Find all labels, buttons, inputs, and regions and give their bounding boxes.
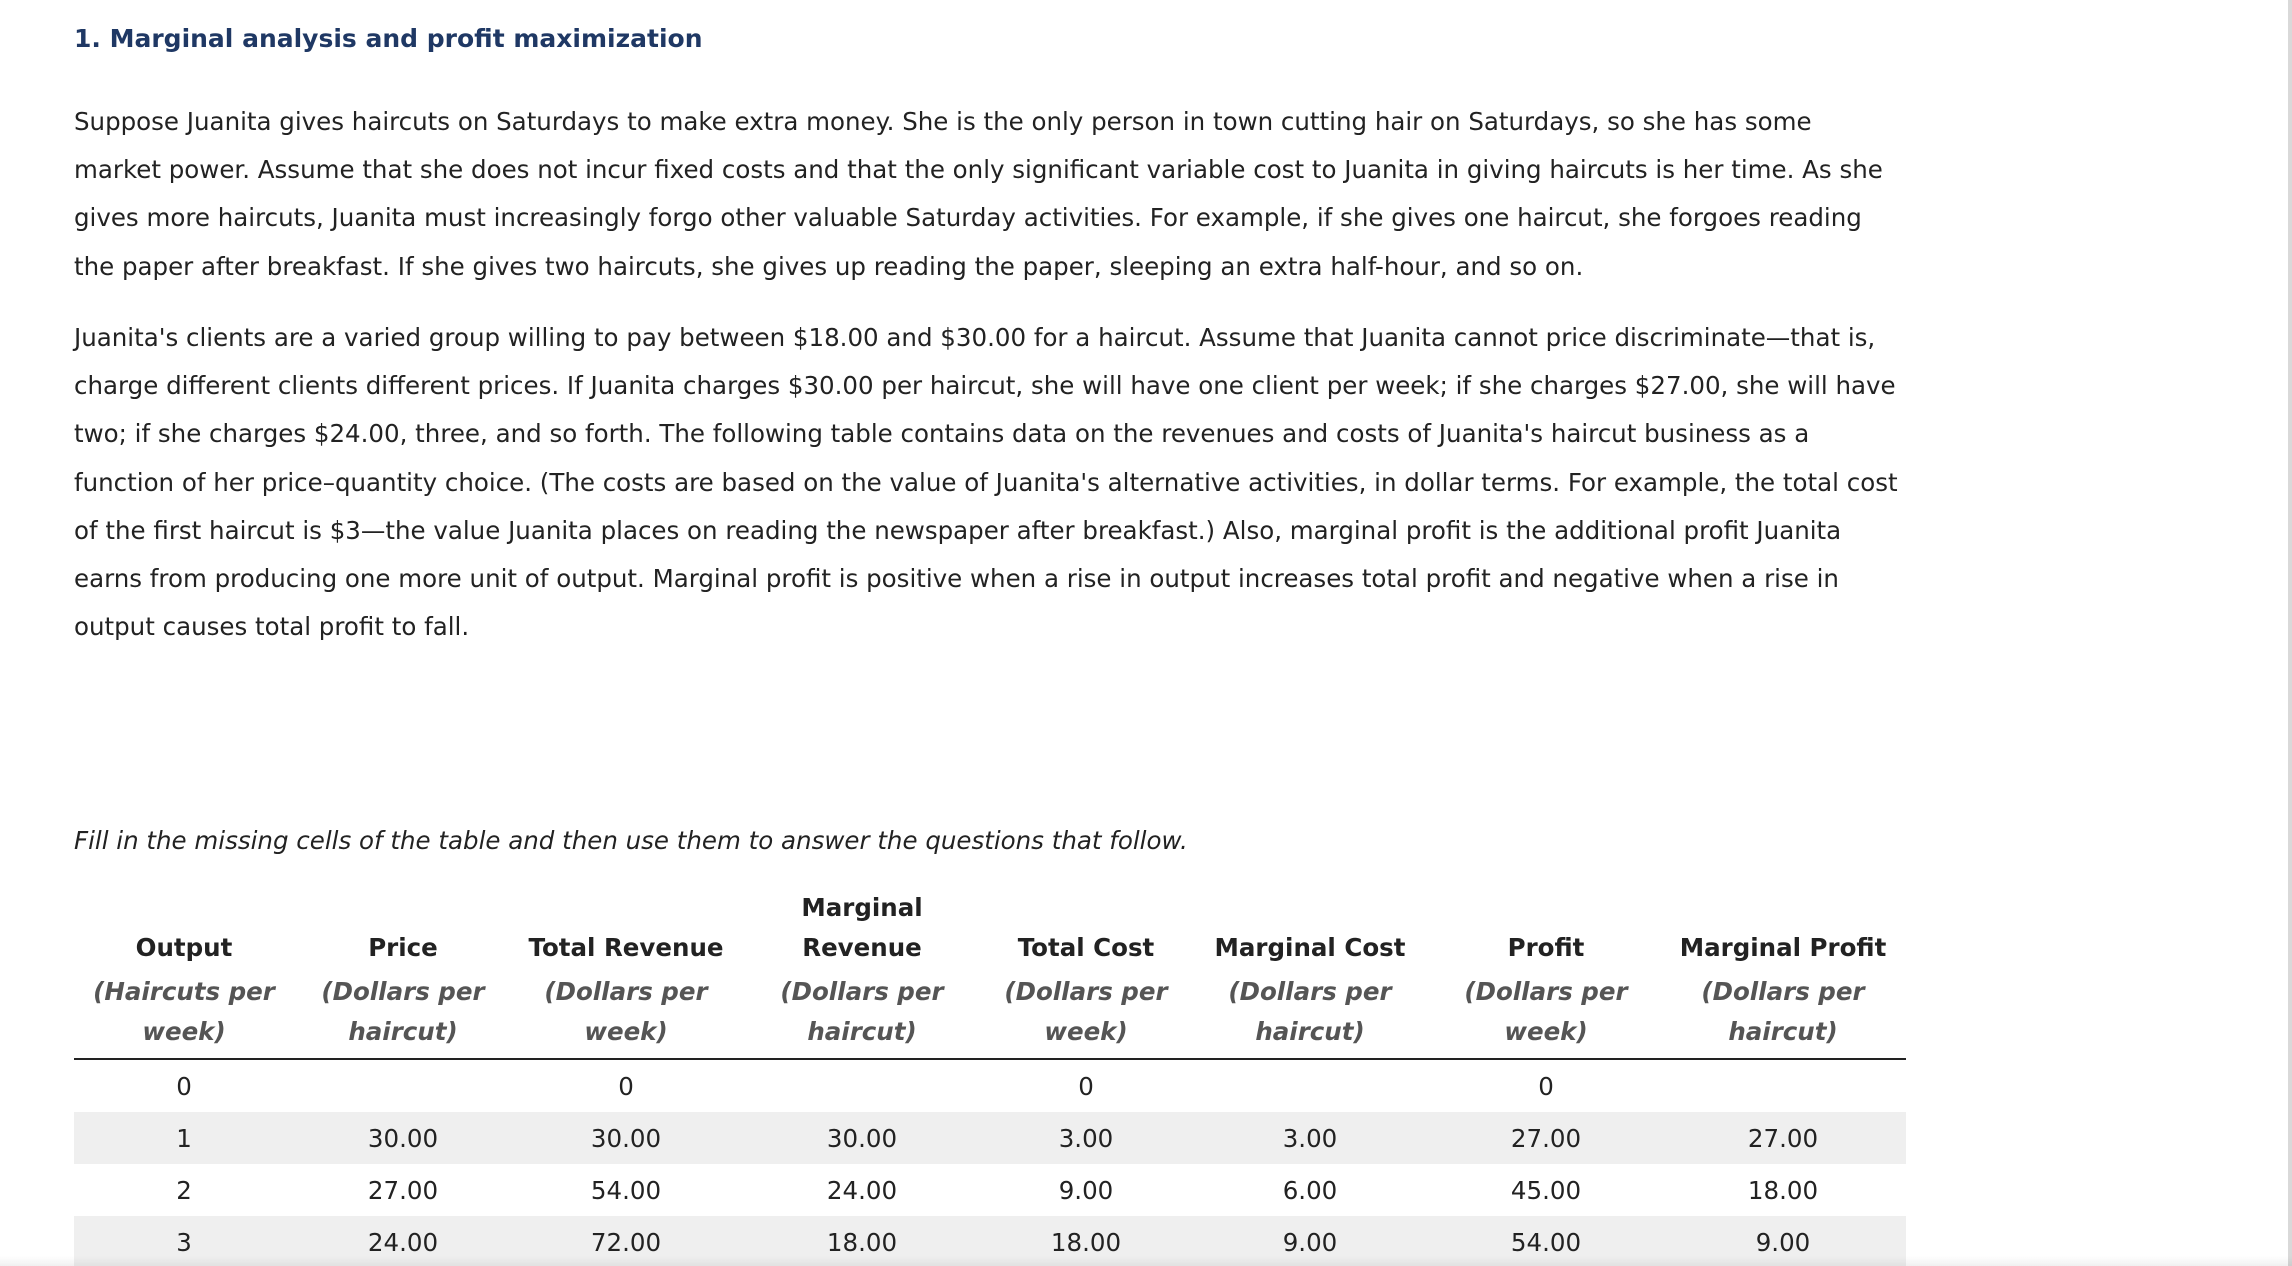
cell-profit: 45.00: [1510, 1175, 1582, 1205]
cell-price: 30.00: [294, 1112, 512, 1164]
cell-total-cost: 9.00: [1058, 1175, 1114, 1205]
cell-output: 3: [74, 1216, 294, 1266]
cell-output: 0: [176, 1071, 192, 1101]
header-marginal-profit: Marginal Profit (Dollars per haircut): [1660, 888, 1906, 1059]
clients-paragraph: Juanita's clients are a varied group willing to pay between $18.00 and $30.00 for a haircut. Assume that Juanita cannot price discriminate—that is, charge different clients different prices. If Juanita charges $30.00 per haircut, she will have one client per week; if she charges $27.00, she will have two; if she charges $24.00, three, and so forth. The following table contains data on the revenues and costs of Juanita's haircut business as a function of her price–quantity choice. (The costs are based on the value of Juanita's alternative activities, in dollar terms. For example, the total cost of the first haircut is $3—the value Juanita places on reading the newspaper after breakfast.) Also, marginal profit is the additional profit Juanita earns from producing one more unit of output. Marginal profit is positive when a rise in output increases total profit and negative when a rise in output causes total profit to fall.: [74, 323, 1898, 642]
header-marginal-cost: Marginal Cost (Dollars per haircut): [1188, 888, 1432, 1059]
header-price: Price (Dollars per haircut): [294, 888, 512, 1059]
section-title: 1. Marginal analysis and profit maximization: [74, 24, 703, 53]
cell-profit: 54.00: [1432, 1216, 1660, 1266]
cell-marginal-revenue: 24.00: [826, 1175, 898, 1205]
cell-total-revenue: 30.00: [512, 1112, 740, 1164]
cell-total-revenue: 54.00: [590, 1175, 662, 1205]
header-profit: Profit (Dollars per week): [1432, 888, 1660, 1059]
cell-total-cost: 0: [1078, 1071, 1094, 1101]
table-row: [74, 1164, 1906, 1216]
table-instruction: Fill in the missing cells of the table and then use them to answer the questions that follow.: [74, 826, 1188, 855]
cell-marginal-revenue: 18.00: [740, 1216, 984, 1266]
cell-price: [294, 1059, 512, 1112]
table-header-row: [74, 888, 1906, 1059]
cell-marginal-profit: 9.00: [1660, 1216, 1906, 1266]
header-total-revenue: Total Revenue (Dollars per week): [512, 888, 740, 1059]
cell-output: 1: [74, 1112, 294, 1164]
intro-paragraph: Suppose Juanita gives haircuts on Saturdays to make extra money. She is the only person in town cutting hair on Saturdays, so she has some market power. Assume that she does not incur fixed costs and that the only significant variable cost to Juanita in giving haircuts is her time. As she gives more haircuts, Juanita must increasingly forgo other valuable Saturday activities. For example, if she gives one haircut, she forgoes reading the paper after breakfast. If she gives two haircuts, she gives up reading the paper, sleeping an extra half-hour, and so on.: [74, 107, 1883, 281]
scrollbar-track[interactable]: [2288, 0, 2292, 1266]
revenue-cost-table: [74, 888, 1906, 1266]
cell-price: 24.00: [294, 1216, 512, 1266]
header-marginal-revenue: Marginal Revenue (Dollars per haircut): [740, 888, 984, 1059]
cell-marginal-profit: 18.00: [1747, 1175, 1819, 1205]
cell-output: 2: [176, 1175, 192, 1205]
cell-total-revenue: 0: [618, 1071, 634, 1101]
cell-marginal-revenue: 30.00: [740, 1112, 984, 1164]
cell-marginal-cost: [1188, 1059, 1432, 1112]
bottom-fade: [0, 1256, 2292, 1266]
cell-marginal-profit: [1660, 1059, 1906, 1112]
header-output: Output (Haircuts per week): [74, 888, 294, 1059]
header-total-cost: Total Cost (Dollars per week): [984, 888, 1188, 1059]
cell-marginal-cost: 9.00: [1188, 1216, 1432, 1266]
table-row: [74, 1059, 1906, 1112]
cell-marginal-revenue: [740, 1059, 984, 1112]
cell-marginal-profit: 27.00: [1660, 1112, 1906, 1164]
cell-marginal-cost: 6.00: [1282, 1175, 1338, 1205]
cell-profit: 27.00: [1432, 1112, 1660, 1164]
cell-marginal-cost: 3.00: [1188, 1112, 1432, 1164]
table-row: [74, 1112, 1906, 1164]
cell-profit: 0: [1538, 1071, 1554, 1101]
cell-total-cost: 3.00: [984, 1112, 1188, 1164]
cell-total-cost: 18.00: [984, 1216, 1188, 1266]
cell-price: 27.00: [367, 1175, 439, 1205]
cell-total-revenue: 72.00: [512, 1216, 740, 1266]
